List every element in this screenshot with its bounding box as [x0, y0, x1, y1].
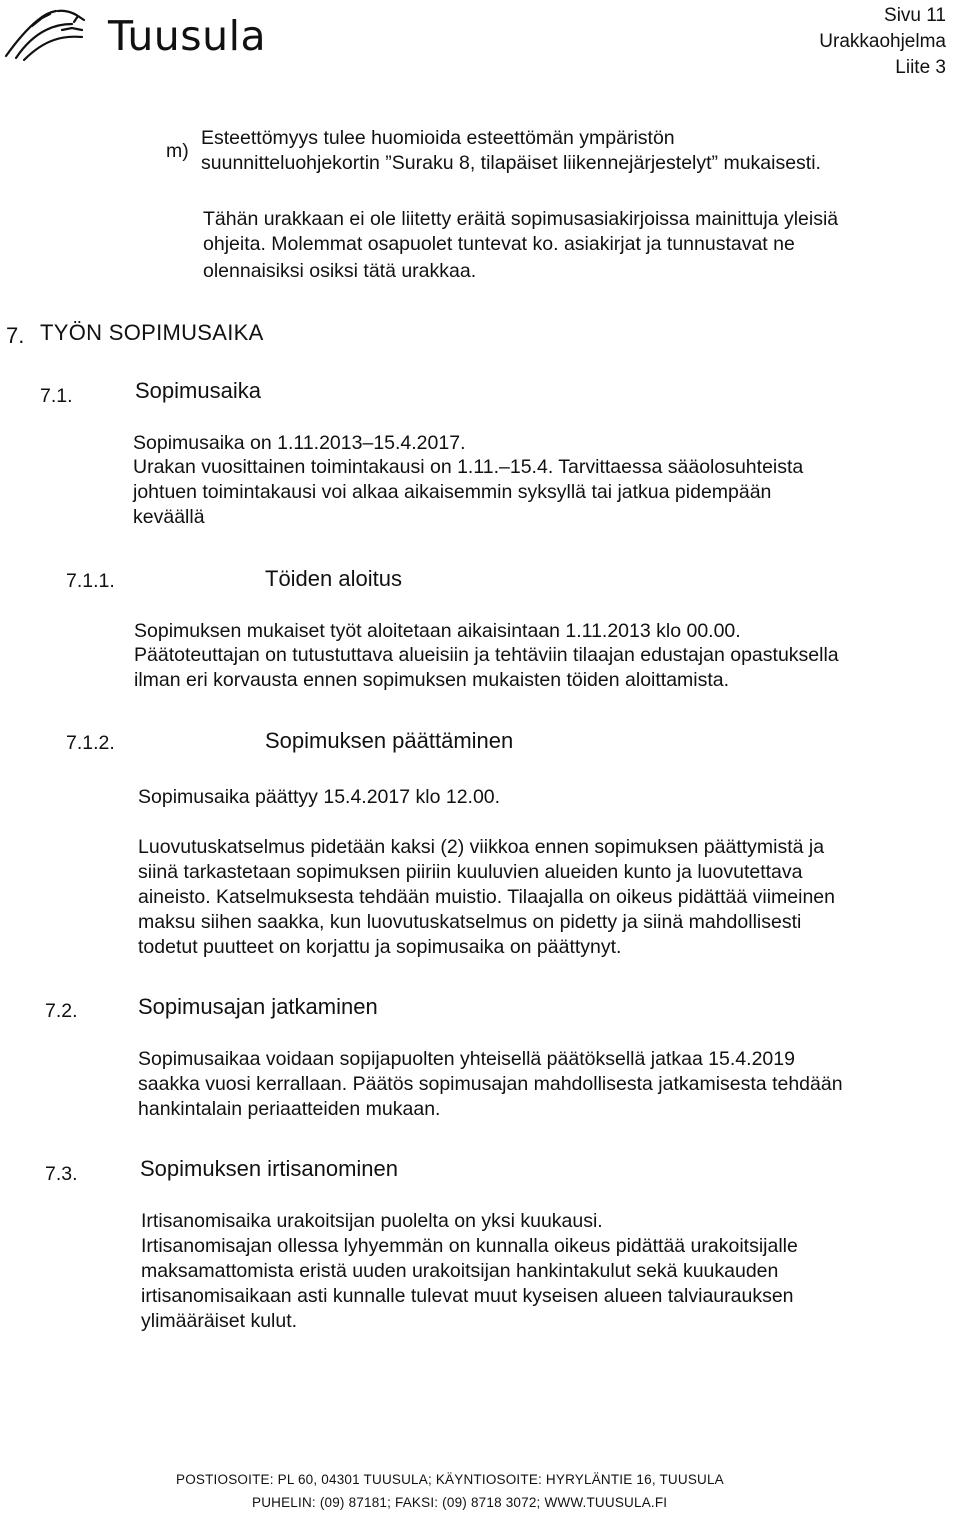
section-7-title: TYÖN SOPIMUSAIKA: [40, 320, 264, 345]
section-7-2-title: Sopimusajan jatkaminen: [138, 994, 378, 1019]
section-7-1-number: 7.1.: [40, 385, 73, 407]
section-7-2-number: 7.2.: [45, 1000, 78, 1022]
text-line: saakka vuosi kerrallaan. Päätös sopimusajan mahdollisesta jatkamisesta tehdään: [138, 1073, 843, 1095]
section-7-1-title: Sopimusaika: [135, 378, 261, 403]
section-7-3-body: [141, 1210, 798, 1333]
text-line: Sopimuksen mukaiset työt aloitetaan aikaisintaan 1.11.2013 klo 00.00.: [134, 620, 741, 642]
text-line: hankintalain periaatteiden mukaan.: [138, 1098, 441, 1120]
section-7-1-2-title: Sopimuksen päättäminen: [265, 728, 514, 753]
section-7-3-number: 7.3.: [45, 1163, 78, 1185]
text-line: maksamattomista eristä uuden urakoitsijan hankintakulut sekä kuukauden: [141, 1260, 779, 1282]
section-7-1-1-title: Töiden aloitus: [265, 566, 402, 591]
list-marker-m: m): [166, 140, 189, 162]
text-line: Sopimusaika on 1.11.2013–15.4.2017.: [133, 432, 466, 454]
text-line: Esteettömyys tulee huomioida esteettömän ympäristön: [201, 127, 675, 149]
document-name: Urakkaohjelma: [819, 31, 946, 52]
text-line: ilman eri korvausta ennen sopimuksen mukaisten töiden aloittamista.: [134, 669, 730, 691]
text-line: olennaisiksi osiksi tätä urakkaa.: [203, 260, 477, 282]
section-7-number: 7.: [6, 323, 25, 348]
section-7-1-2-body: [138, 836, 835, 959]
text-line: ylimääräiset kulut.: [141, 1310, 298, 1332]
text-line: Urakan vuosittainen toimintakausi on 1.11.–15.4. Tarvittaessa sääolosuhteista: [133, 456, 804, 478]
text-line: Luovutuskatselmus pidetään kaksi (2) viikkoa ennen sopimuksen päättymistä ja: [138, 836, 825, 858]
text-line: Tähän urakkaan ei ole liitetty eräitä sopimusasiakirjoissa mainittuja yleisiä: [203, 208, 839, 230]
text-line: ohjeita. Molemmat osapuolet tuntevat ko. asiakirjat ja tunnustavat ne: [203, 233, 795, 255]
page-number: Sivu 11: [884, 5, 946, 26]
text-line: keväällä: [133, 506, 205, 528]
tuusula-logo-icon: [2, 2, 118, 64]
text-line: suunnitteluohjekortin ”Suraku 8, tilapäiset liikennejärjestelyt” mukaisesti.: [201, 152, 821, 174]
item-m-text: [201, 127, 821, 175]
section-7-1-2-end-date: Sopimusaika päättyy 15.4.2017 klo 12.00.: [138, 786, 501, 808]
text-line: Irtisanomisajan ollessa lyhyemmän on kunnalla oikeus pidättää urakoitsijalle: [141, 1235, 798, 1257]
text-line: maksu siihen saakka, kun luovutuskatselmus on pidetty ja siinä mahdollisesti: [138, 911, 802, 933]
attachment-label: Liite 3: [895, 57, 946, 78]
footer-contact: PUHELIN: (09) 87181; FAKSI: (09) 8718 3072; WWW.TUUSULA.FI: [252, 1495, 668, 1510]
section-7-1-body: [133, 432, 803, 529]
section-7-2-body: [138, 1048, 843, 1121]
section-7-1-1-number: 7.1.1.: [66, 570, 115, 592]
text-line: Irtisanomisaika urakoitsijan puolelta on yksi kuukausi.: [141, 1210, 603, 1232]
section-7-1-1-body: [134, 620, 839, 692]
text-line: Päätoteuttajan on tutustuttava alueisiin ja tehtäviin tilaajan edustajan opastuksella: [134, 644, 839, 666]
logo-wordmark: Tuusula: [108, 12, 267, 60]
text-line: siinä tarkastetaan sopimuksen piiriin kuuluvien alueiden kunto ja luovutettava: [138, 861, 803, 883]
intro-note: [203, 208, 838, 283]
text-line: irtisanomisaikaan asti kunnalle tulevat muut kyseisen alueen talviaurauksen: [141, 1285, 794, 1307]
text-line: todetut puutteet on korjattu ja sopimusaika on päättynyt.: [138, 936, 622, 958]
text-line: Sopimusaikaa voidaan sopijapuolten yhteisellä päätöksellä jatkaa 15.4.2019: [138, 1048, 795, 1070]
text-line: johtuen toimintakausi voi alkaa aikaisemmin syksyllä tai jatkua pidempään: [133, 481, 772, 503]
footer-address: POSTIOSOITE: PL 60, 04301 TUUSULA; KÄYNTIOSOITE: HYRYLÄNTIE 16, TUUSULA: [176, 1472, 724, 1487]
section-7-3-title: Sopimuksen irtisanominen: [140, 1156, 399, 1181]
text-line: aineisto. Katselmuksesta tehdään muistio. Tilaajalla on oikeus pidättää viimeinen: [138, 886, 835, 908]
section-7-1-2-number: 7.1.2.: [66, 732, 115, 754]
